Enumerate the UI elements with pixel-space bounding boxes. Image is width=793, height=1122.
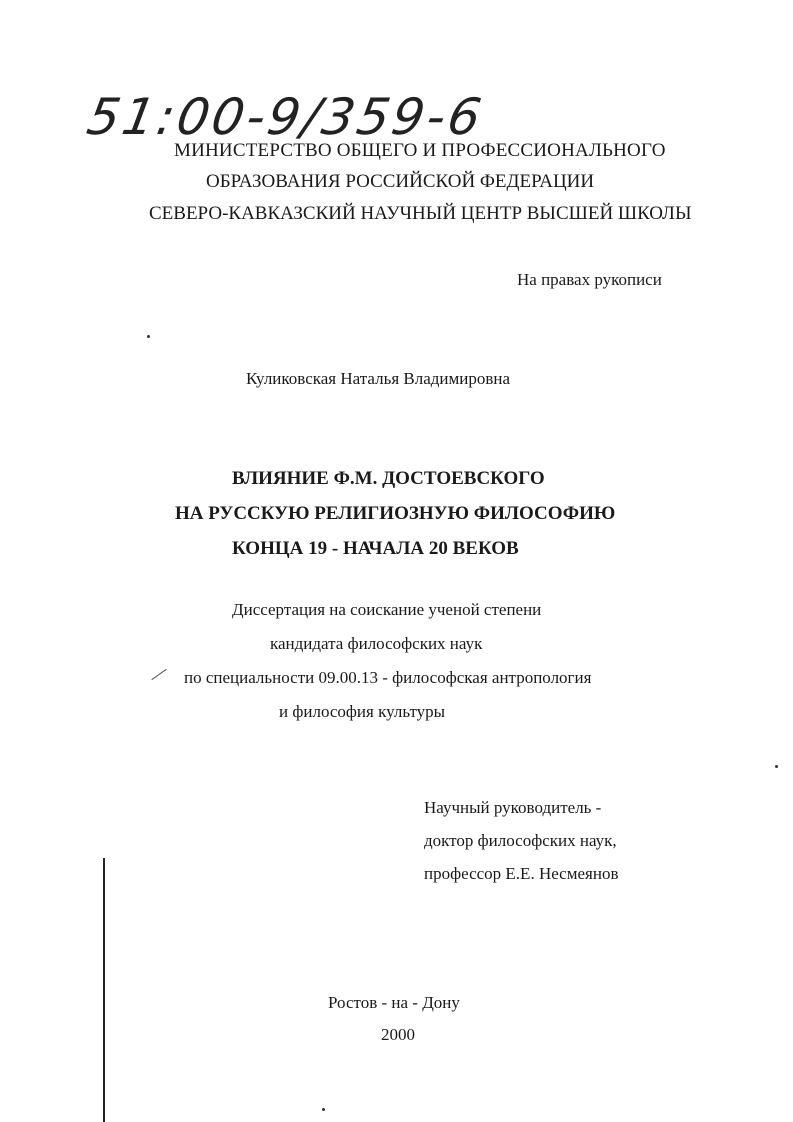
dissertation-line-4: и философия культуры <box>279 702 446 721</box>
header-institution-line: СЕВЕРО-КАВКАЗСКИЙ НАУЧНЫЙ ЦЕНТР ВЫСШЕЙ ШКОЛЫ <box>149 203 692 224</box>
header-ministry-line-1: МИНИСТЕРСТВО ОБЩЕГО И ПРОФЕССИОНАЛЬНОГО <box>174 140 666 161</box>
scan-speck <box>775 765 778 768</box>
author-name: Куликовская Наталья Владимировна <box>246 369 511 388</box>
scan-speck <box>147 335 150 338</box>
title-line-2: НА РУССКУЮ РЕЛИГИОЗНУЮ ФИЛОСОФИЮ <box>175 503 616 524</box>
manuscript-note: На правах рукописи <box>517 270 662 289</box>
dissertation-line-3: по специальности 09.00.13 - философская антропология <box>184 668 592 687</box>
scan-speck <box>322 1108 325 1111</box>
supervisor-line-3: профессор Е.Е. Несмеянов <box>424 864 619 883</box>
dissertation-line-1: Диссертация на соискание ученой степени <box>232 600 542 619</box>
dissertation-line-2: кандидата философских наук <box>270 634 483 653</box>
publication-place: Ростов - на - Дону <box>328 993 460 1012</box>
header-ministry-line-2: ОБРАЗОВАНИЯ РОССИЙСКОЙ ФЕДЕРАЦИИ <box>206 171 595 192</box>
pencil-mark <box>151 669 166 680</box>
archive-number: 51:00-9/359-6 <box>82 88 489 146</box>
title-line-3: КОНЦА 19 - НАЧАЛА 20 ВЕКОВ <box>232 538 519 559</box>
title-line-1: ВЛИЯНИЕ Ф.М. ДОСТОЕВСКОГО <box>232 468 545 489</box>
supervisor-line-1: Научный руководитель - <box>424 798 602 817</box>
scan-edge-line <box>103 858 105 1122</box>
publication-year: 2000 <box>381 1025 415 1044</box>
supervisor-line-2: доктор философских наук, <box>424 831 617 850</box>
